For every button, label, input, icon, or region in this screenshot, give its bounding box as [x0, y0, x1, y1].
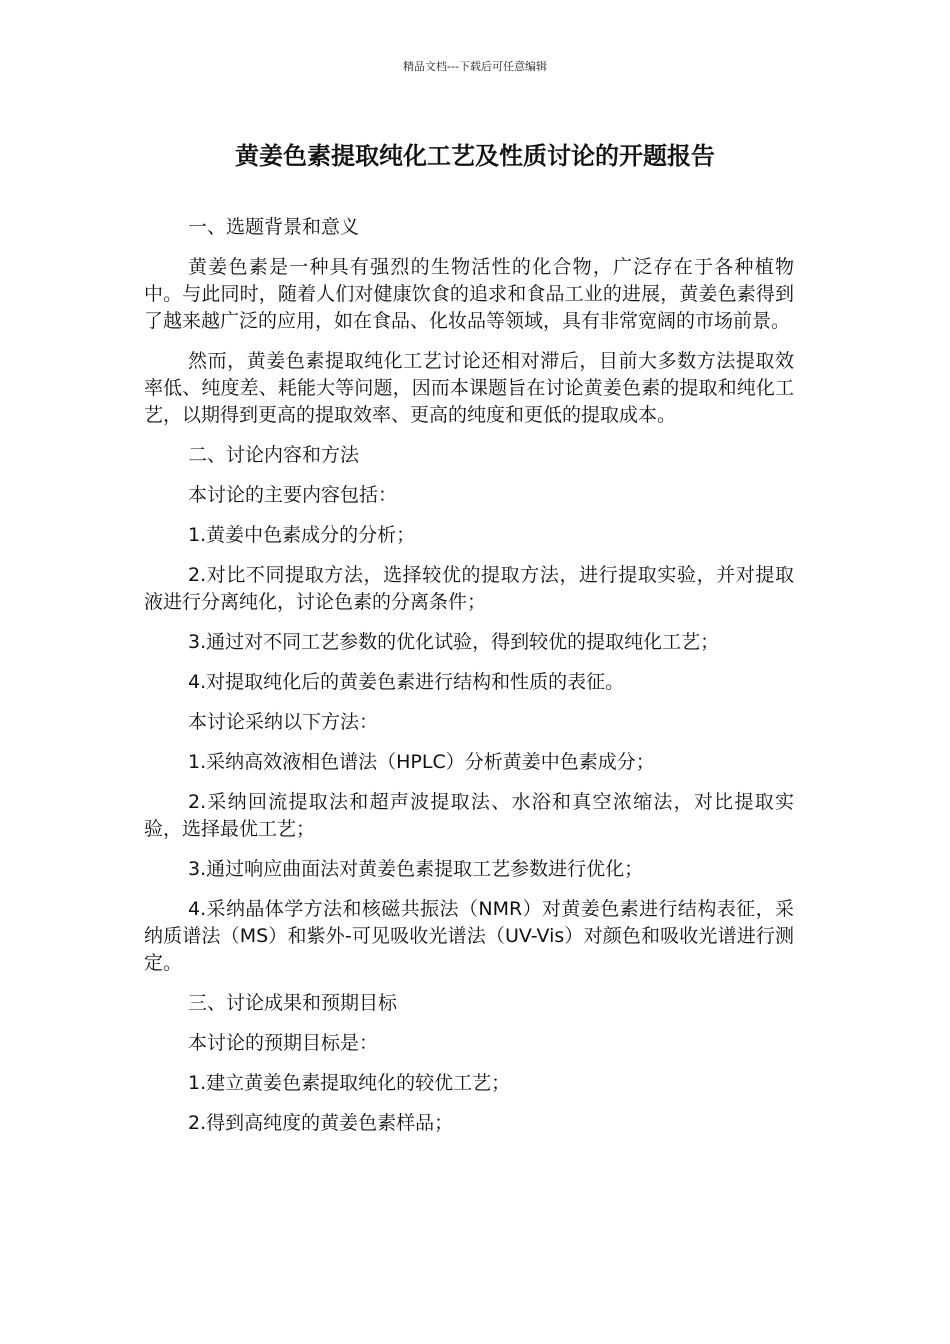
- list-item-goal-1: 1.建立黄姜色素提取纯化的较优工艺；: [188, 1072, 511, 1094]
- paragraph-methods-intro: 本讨论采纳以下方法：: [188, 711, 379, 733]
- header-note: 精品文档---下载后可任意编辑: [403, 60, 547, 73]
- paragraph-background-1: 黄姜色素是一种具有强烈的生物活性的化合物，广泛存在于各种植物中。与此同时，随着人们对健康饮食的追求和食品工业的进展，黄姜色素得到了越来越广泛的应用，如在食品、化妆品等领域，具有非常宽阔的市场前景。: [144, 256, 794, 332]
- section-heading-results-goals: 三、讨论成果和预期目标: [188, 992, 398, 1014]
- list-item-method-1: 1.采纳高效液相色谱法（HPLC）分析黄姜中色素成分；: [188, 751, 655, 773]
- list-item-method-4: 4.采纳晶体学方法和核磁共振法（NMR）对黄姜色素进行结构表征，采纳质谱法（MS）和紫外-可见吸收光谱法（UV-Vis）对颜色和吸收光谱进行测定。: [144, 898, 794, 974]
- paragraph-content-intro: 本讨论的主要内容包括：: [188, 484, 398, 506]
- paragraph-goals-intro: 本讨论的预期目标是：: [188, 1032, 379, 1054]
- list-item-content-2: 2.对比不同提取方法，选择较优的提取方法，进行提取实验，并对提取液进行分离纯化，讨论色素的分离条件；: [144, 564, 794, 613]
- list-item-method-3: 3.通过响应曲面法对黄姜色素提取工艺参数进行优化；: [188, 858, 644, 880]
- paragraph-background-2: 然而，黄姜色素提取纯化工艺讨论还相对滞后，目前大多数方法提取效率低、纯度差、耗能大等问题，因而本课题旨在讨论黄姜色素的提取和纯化工艺，以期得到更高的提取效率、更高的纯度和更低的提取成本。: [144, 350, 794, 426]
- document-title: 黄姜色素提取纯化工艺及性质讨论的开题报告: [235, 142, 715, 170]
- list-item-content-1: 1.黄姜中色素成分的分析；: [188, 524, 416, 546]
- list-item-content-3: 3.通过对不同工艺参数的优化试验，得到较优的提取纯化工艺；: [188, 631, 720, 653]
- list-item-content-4: 4.对提取纯化后的黄姜色素进行结构和性质的表征。: [188, 671, 625, 693]
- document-body: [144, 214, 794, 1150]
- section-heading-content-methods: 二、讨论内容和方法: [188, 444, 360, 466]
- section-heading-background: 一、选题背景和意义: [188, 216, 360, 238]
- list-item-method-2: 2.采纳回流提取法和超声波提取法、水浴和真空浓缩法，对比提取实验，选择最优工艺；: [144, 791, 794, 840]
- list-item-goal-2: 2.得到高纯度的黄姜色素样品；: [188, 1112, 454, 1134]
